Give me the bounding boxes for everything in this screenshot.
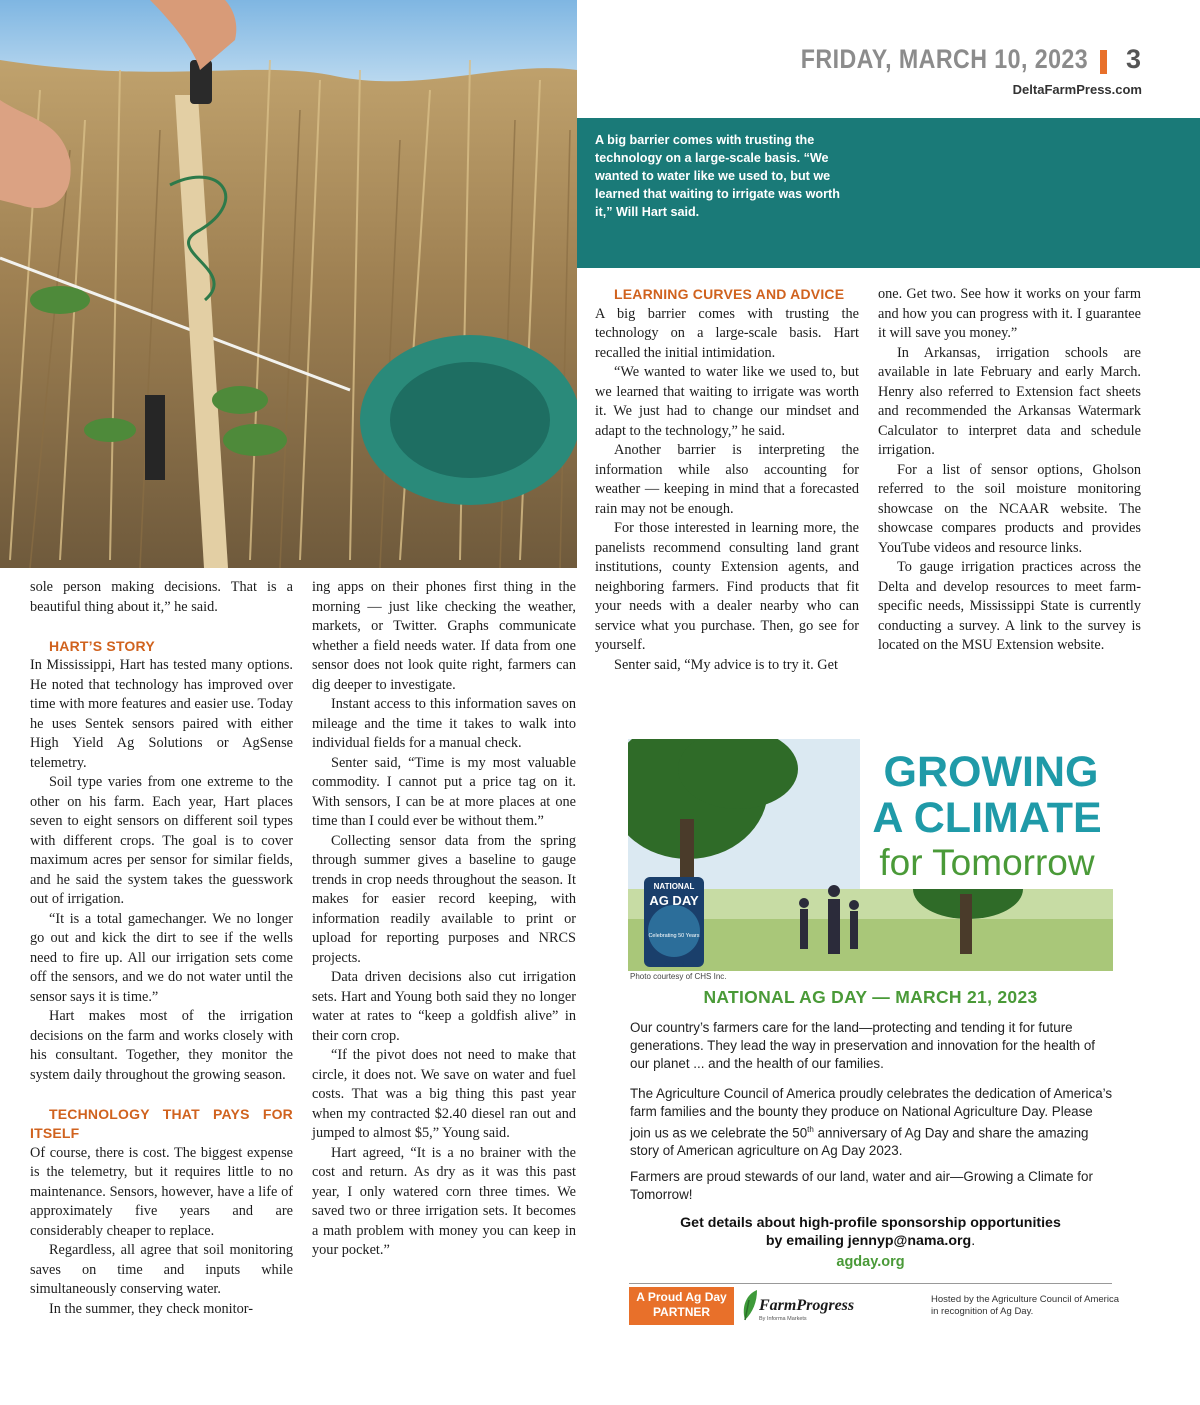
paragraph: Instant access to this information saves on mileage and the time it takes to walk into individual fields for a manual check.: [312, 696, 576, 751]
article-photo: [0, 0, 577, 568]
paragraph: For a list of sensor options, Gholson referred to the soil moisture monitoring showcase on the NCAAR website. The showcase compares products and provides YouTube videos and resource links.: [878, 461, 1141, 556]
hosted-by-note: Hosted by the Agriculture Council of America in recognition of Ag Day.: [931, 1294, 1119, 1317]
website-link[interactable]: DeltaFarmPress.com: [1012, 82, 1142, 97]
paragraph: Senter said, “Time is my most valuable commodity. I cannot put a price tag on it. With sensors, I can be at more places at one time than I could ever be without them.”: [312, 754, 576, 829]
ad-illustration: [628, 739, 1113, 971]
header-divider: [1100, 50, 1107, 74]
paragraph: Hart agreed, “It is a no brainer with the cost and return. As dry as it was this past year, I only watered corn three times. We saved two or three irrigation sets. It becomes a math problem with money you can keep in your pocket.”: [312, 1144, 576, 1258]
seal-top-text: NATIONAL: [653, 882, 695, 891]
partner-name: FarmProgress: [759, 1297, 855, 1314]
paragraph: “If the pivot does not need to make that circle, it does not. We save on water and fuel costs. That was a big thing this past year when my contracted $2.40 diesel ran out and jumped to almost $5,” Young said.: [312, 1047, 576, 1141]
paragraph: Regardless, all agree that soil monitoring saves on time and inputs while simultaneously conserving water.: [30, 1242, 293, 1297]
photo-credit: Photo courtesy of CHS Inc.: [630, 972, 727, 981]
ad-title-line1: GROWING: [883, 748, 1099, 796]
paragraph: For those interested in learning more, the panelists recommend consulting land grant institutions, county Extension agents, and neighboring farmers. Find products that fit your needs with a dealer nearby who can service what you purchase. Then, go see for yourself.: [595, 520, 859, 653]
farm-progress-logo: [737, 1286, 857, 1326]
article-column-4: [878, 285, 1141, 656]
ad-paragraph-part: The Agriculture Council of America proudly celebrates the dedication of America’s farm families and the bounty they produce on National Agriculture Day. Please join us as we celebrate the 50: [630, 1086, 1113, 1141]
article-column-2: [312, 578, 576, 1261]
article-column-1: [30, 578, 293, 1319]
ag-day-url-link[interactable]: agday.org: [836, 1254, 905, 1270]
soil-sensor-photo: [0, 0, 577, 568]
partner-sub: By Informa Markets: [759, 1316, 807, 1322]
paragraph: Senter said, “My advice is to try it. Get: [614, 656, 838, 673]
ad-title-line3: for Tomorrow: [879, 842, 1095, 883]
ad-divider: [629, 1283, 1112, 1284]
paragraph: sole person making decisions. That is a beautiful thing about it,” he said.: [30, 579, 293, 615]
ag-day-ad-image: [628, 739, 1113, 971]
seal-year: 2023: [663, 959, 685, 969]
seal-main-text: AG DAY: [649, 893, 699, 908]
paragraph: In the summer, they check monitor-: [49, 1300, 254, 1317]
badge-line: A Proud Ag Day: [636, 1290, 727, 1304]
ad-paragraph-part: anniversary of Ag Day and share the amazing story of American agriculture on Ag Day 2023.: [630, 1125, 1089, 1158]
paragraph: Of course, there is cost. The biggest expense is the telemetry, but it requires little to no maintenance. Sensors, however, have a life of approximately five years and are considerably cheaper to replace.: [30, 1144, 293, 1239]
issue-date: FRIDAY, MARCH 10, 2023: [800, 44, 1088, 74]
section-heading: LEARNING CURVES AND ADVICE: [614, 286, 845, 302]
paragraph: one. Get two. See how it works on your farm and how you can progress with it. I guarantee it will save you money.”: [878, 286, 1141, 341]
paragraph: “We wanted to water like we used to, but we learned that waiting to irrigate was worth it. We just had to change our mindset and adapt to the technology,” he said.: [595, 364, 859, 439]
paragraph: A big barrier comes with trusting the technology on a large-scale basis. Hart recalled the initial intimidation.: [595, 305, 859, 361]
ad-call-to-action: [628, 1214, 1113, 1250]
paragraph: In Mississippi, Hart has tested many options. He noted that technology has improved over time with more features and easier use. Today he uses Sentek sensors paired with either High Yield Ag Solutions or AgSense telemetry.: [30, 657, 293, 771]
paragraph: Hart makes most of the irrigation decisions on the farm and works closely with his consultant. Together, they monitor the system daily throughout the growing season.: [30, 1008, 293, 1083]
ad-paragraph: Farmers are proud stewards of our land, water and air—Growing a Climate for Tomorrow!: [630, 1169, 1093, 1202]
page-number: 3: [1126, 44, 1142, 74]
ad-title-line2: A CLIMATE: [872, 794, 1102, 842]
cta-line: [628, 1232, 1113, 1250]
paragraph: ing apps on their phones first thing in the morning — just like checking the weather, markets, or Twitter. Graphs communicate whether a field needs water. If data from one sensor does not look quite right, farmers can dig deeper to investigate.: [312, 579, 576, 693]
photo-caption: A big barrier comes with trusting the technology on a large-scale basis. “We wanted to water like we used to, but we learned that waiting to irrigate was worth it,” Will Hart said.: [595, 133, 840, 219]
paragraph: Soil type varies from one extreme to the other on his farm. Each year, Hart places seven to eight sensors on different soil types with different crops. The goal is to cover maximum acres per sensor for similar fields, and he said the system takes the guesswork out of irrigation.: [30, 774, 293, 907]
email-link[interactable]: by emailing jennyp@nama.org: [765, 1233, 972, 1249]
article-column-3: [595, 285, 859, 675]
seal-ribbon-text: Celebrating 50 Years: [648, 933, 700, 939]
ad-paragraph: Our country’s farmers care for the land—protecting and tending it for future generations. They lead the way in preservation and innovation for the health of our planet ... and the health of our families.: [630, 1020, 1096, 1071]
cta-line: Get details about high-profile sponsorship opportunities: [680, 1215, 1061, 1231]
paragraph: Data driven decisions also cut irrigation sets. Hart and Young both said they no longer water at rates to “keep a goldfish alive” in their corn crop.: [312, 969, 576, 1044]
section-heading: HART’S STORY: [49, 637, 155, 654]
section-heading: TECHNOLOGY THAT PAYS FOR ITSELF: [30, 1105, 293, 1141]
paragraph: In Arkansas, irrigation schools are available in late February and early March. Henry also referred to Extension fact sheets and recommended the Arkansas Watermark Calculator to interpret data and schedule irrigation.: [878, 344, 1141, 458]
ordinal-suffix: th: [807, 1124, 814, 1134]
paragraph: Collecting sensor data from the spring through summer gives a baseline to gauge trends in crop needs throughout the season. It makes for easier record keeping, with information readily available to print or upload for reporting purposes and NRCS projects.: [312, 832, 576, 966]
paragraph: “It is a total gamechanger. We no longer go out and kick the dirt to see if the wells need to fire up. All our irrigation sets come off the sensors, and we do not water until the sensor says it is time.”: [30, 910, 293, 1005]
ad-headline: NATIONAL AG DAY — MARCH 21, 2023: [703, 987, 1038, 1007]
badge-line: PARTNER: [652, 1305, 711, 1319]
partner-badge: [629, 1287, 734, 1325]
ag-day-seal: [644, 877, 704, 969]
leaf-icon: [737, 1286, 857, 1326]
ad-paragraph: [630, 1085, 1115, 1160]
paragraph: Another barrier is interpreting the information while also accounting for weather — keeping in mind that a forecasted rain may not be enough.: [595, 442, 859, 517]
paragraph: To gauge irrigation practices across the Delta and develop resources to meet farm-specific needs, Mississippi State is currently conducting a survey. A link to the survey is located on the MSU Extension website.: [878, 559, 1141, 653]
cta-period: .: [971, 1233, 976, 1249]
